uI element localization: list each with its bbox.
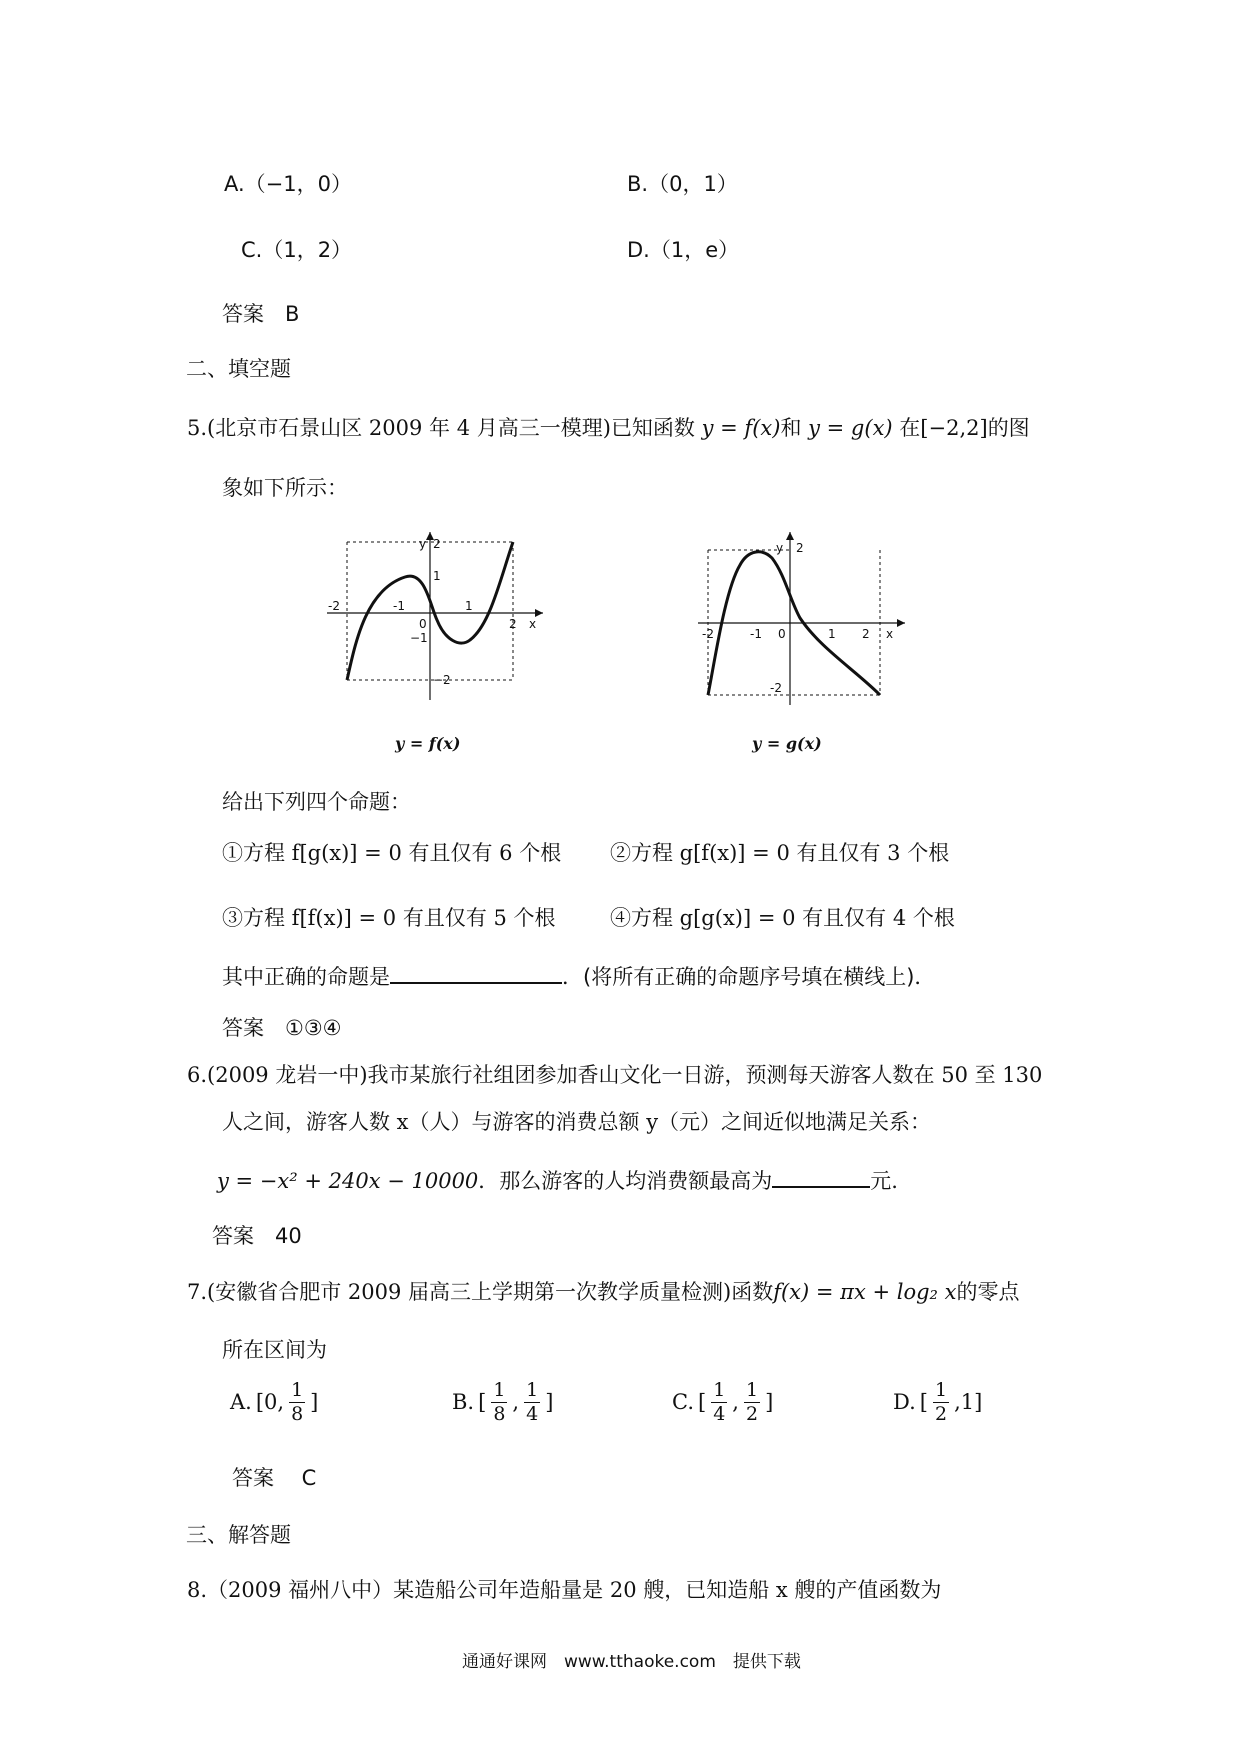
q6-line3: [217, 1168, 898, 1194]
q7-option-c-fraction-1: [711, 1381, 727, 1424]
fraction-numerator: 1: [713, 1379, 726, 1401]
graph-f-tick-1: 1: [433, 569, 441, 583]
q5-text: 的图: [987, 416, 1030, 440]
q4-option-a: A.（−1，0）: [224, 172, 352, 196]
q6-line2: 人之间，游客人数 x（人）与游客的消费总额 y（元）之间近似地满足关系：: [222, 1110, 932, 1134]
q7-option-b-left: [: [478, 1389, 487, 1414]
q5-text: 和: [780, 416, 802, 440]
q7-option-a-label: A.: [230, 1389, 252, 1414]
q5-f-expr: y = f(x): [701, 416, 781, 440]
fraction-denominator: 8: [291, 1403, 304, 1425]
graph-g: [690, 530, 930, 710]
graph-g-caption: y = g(x): [752, 734, 822, 753]
q6-unit: 元.: [870, 1169, 898, 1193]
q5-intro: 给出下列四个命题：: [222, 790, 411, 814]
q7-line2: 所在区间为: [222, 1338, 327, 1362]
fraction-denominator: 4: [526, 1403, 539, 1425]
q5-ask-hint: ．(将所有正确的命题序号填在横线上)．: [562, 965, 936, 989]
q5-proposition-2: ②方程 g[f(x)] = 0 有且仅有 3 个根: [610, 841, 950, 865]
graph-g-tick-x1: 1: [828, 627, 836, 641]
q7-option-d: [893, 1381, 982, 1424]
q7-option-a-fraction: [289, 1381, 305, 1424]
graph-g-tick-m2: -2: [770, 681, 782, 695]
graph-g-tick-xm1: -1: [750, 627, 762, 641]
q5-ask: [222, 964, 935, 990]
q7-option-c-comma: ,: [732, 1389, 739, 1414]
q5-number: 5.: [187, 416, 208, 440]
graph-g-y-arrow: [786, 532, 794, 540]
q5-g-expr: y = g(x): [808, 416, 893, 440]
graph-f-tick-x2: 2: [509, 617, 517, 631]
q7-option-b-right: ]: [545, 1389, 554, 1414]
graph-f-caption: y = f(x): [395, 734, 461, 753]
q6-text: ．那么游客的人均消费额最高为: [478, 1169, 773, 1193]
q5-text: 在: [899, 416, 921, 440]
graph-g-tick-2: 2: [796, 541, 804, 555]
fraction-numerator: 1: [493, 1379, 506, 1401]
q7-option-a: [230, 1381, 318, 1424]
q7-option-b-fraction-2: [524, 1381, 540, 1424]
fraction-numerator: 1: [526, 1379, 539, 1401]
graph-f-tick-xm2: -2: [328, 599, 340, 613]
q4-answer: 答案 B: [222, 302, 300, 326]
graph-g-y-label: y: [776, 541, 784, 555]
graph-g-x-label: x: [886, 627, 894, 641]
q6-line1: 6.(2009 龙岩一中)我市某旅行社组团参加香山文化一日游，预测每天游客人数在 50 至 130: [187, 1063, 1043, 1087]
graph-g-origin: 0: [778, 627, 786, 641]
q7-option-d-left: [: [919, 1389, 928, 1414]
graph-f-tick-2: 2: [433, 537, 441, 551]
q7-option-b-fraction-1: [491, 1381, 507, 1424]
fraction-denominator: 2: [745, 1403, 759, 1425]
section-heading-fill-in: 二、填空题: [186, 357, 291, 381]
q7-text: 7.(安徽省合肥市 2009 届高三上学期第一次教学质量检测)函数: [187, 1280, 774, 1304]
graph-f-tick-m2: −2: [433, 673, 451, 687]
q5-answer-blank[interactable]: [390, 964, 562, 984]
graph-g-tick-x2: 2: [862, 627, 870, 641]
graph-f-x-label: x: [529, 617, 537, 631]
q6-answer-blank[interactable]: [772, 1168, 870, 1188]
q7-option-b-label: B.: [452, 1389, 475, 1414]
q5-answer: 答案 ①③④: [222, 1016, 342, 1040]
q4-option-c: C.（1，2）: [241, 238, 353, 262]
q7-formula: f(x) = πx + log₂ x: [773, 1280, 957, 1304]
graph-f-x-arrow: [535, 609, 543, 617]
page-footer: 通通好课网 www.tthaoke.com 提供下载: [462, 1652, 801, 1672]
q7-option-d-right: ,1]: [954, 1389, 983, 1414]
q5-proposition-1: ①方程 f[g(x)] = 0 有且仅有 6 个根: [222, 841, 562, 865]
graph-f-origin: 0: [419, 617, 427, 631]
q5-line2: 象如下所示：: [222, 476, 348, 500]
q7-option-c: [672, 1381, 773, 1424]
fraction-numerator: 1: [291, 1379, 304, 1401]
q5-source: (北京市石景山区 2009 年 4 月高三一模理): [207, 416, 611, 440]
q8-line1: 8.（2009 福州八中）某造船公司年造船量是 20 艘，已知造船 x 艘的产值函数为: [187, 1578, 942, 1602]
q5-line1: [187, 416, 1030, 441]
q6-answer: 答案 40: [212, 1224, 302, 1248]
q4-option-b: B.（0，1）: [627, 172, 738, 196]
graph-f-tick-xm1: -1: [393, 599, 405, 613]
q7-option-d-fraction: [933, 1381, 949, 1424]
q6-formula: y = −x² + 240x − 10000: [217, 1169, 479, 1193]
q5-proposition-3: ③方程 f[f(x)] = 0 有且仅有 5 个根: [222, 906, 556, 930]
graph-f-tick-m1: −1: [410, 631, 428, 645]
graph-g-tick-xm2: -2: [702, 627, 714, 641]
q7-option-a-left: [0,: [255, 1389, 285, 1414]
fraction-denominator: 8: [493, 1403, 506, 1425]
q7-option-c-label: C.: [672, 1389, 694, 1414]
graph-g-x-arrow: [897, 619, 905, 627]
q5-interval: [−2,2]: [920, 416, 988, 440]
graph-f-y-label: y: [419, 537, 427, 551]
q5-proposition-4: ④方程 g[g(x)] = 0 有且仅有 4 个根: [610, 906, 955, 930]
q7-text: 的零点: [956, 1280, 1020, 1304]
q4-option-d: D.（1，e）: [627, 238, 740, 262]
section-heading-solutions: 三、解答题: [186, 1523, 291, 1547]
fraction-denominator: 2: [934, 1403, 948, 1425]
q7-option-b-comma: ,: [512, 1389, 520, 1414]
fraction-denominator: 4: [713, 1403, 726, 1425]
fraction-numerator: 1: [934, 1379, 948, 1401]
graph-f: [325, 530, 565, 710]
q7-option-d-label: D.: [893, 1389, 916, 1414]
q7-option-c-fraction-2: [744, 1381, 760, 1424]
q5-text: 已知函数: [610, 416, 695, 440]
q5-ask-text: 其中正确的命题是: [222, 965, 390, 989]
fraction-numerator: 1: [745, 1379, 759, 1401]
q7-option-a-right: ]: [310, 1389, 319, 1414]
q7-answer: 答案 C: [232, 1466, 317, 1490]
q7-option-c-left: [: [698, 1389, 707, 1414]
q7-option-b: [452, 1381, 553, 1424]
q7-line1: [187, 1280, 1020, 1305]
graph-f-tick-x1: 1: [465, 599, 473, 613]
q7-option-c-right: ]: [765, 1389, 774, 1414]
